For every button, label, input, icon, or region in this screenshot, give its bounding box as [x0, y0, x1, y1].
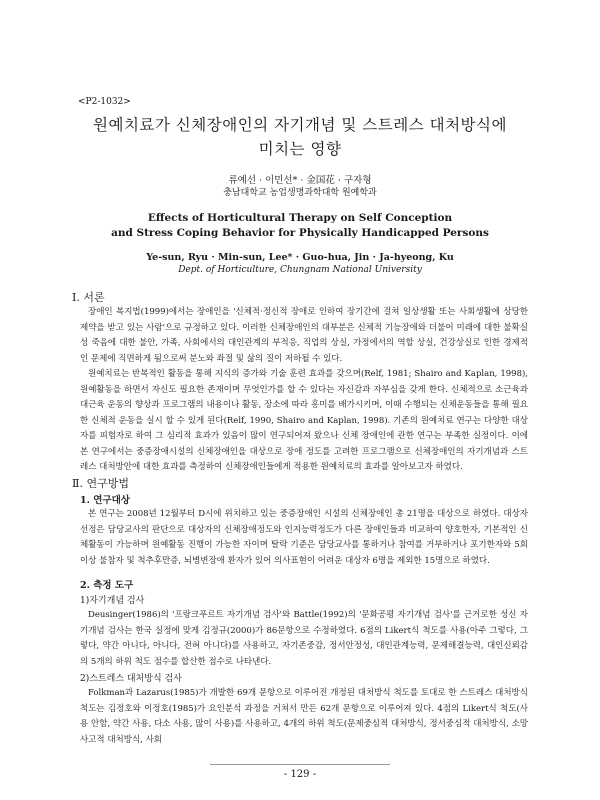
self-concept-paragraph: Deusinger(1986)의 '프랑크푸르트 자기개념 검사'와 Battle(1992)의 '문화공평 자기개념 검사'를 근거로한 성신 자기개념 검사는 한국 실정에 맞게 김정규(2000)가 86문항으로 수정하였다. 6점의 Likert식 척도를 사용(아주 그렇다, 그렇다, 약간 아니다, 아니다, 전혀 아니다)를 사용하고, 자기존중감, 정서안정성, 대인관계능력, 문제해결능력, 대인신뢰감의 5개의 하위 척도 점수를 합산한 점수로 나타낸다.: [80, 610, 528, 667]
english-authors: Ye-sun, Ryu · Min-sun, Lee* · Guo-hua, Jin · Ja-hyeong, Ku: [146, 252, 454, 263]
item-label-stress-coping: 2)스트레스 대처방식 검사: [80, 674, 182, 684]
intro-paragraph-2: 원예치료는 반복적인 활동을 통해 지식의 증가와 기술 훈련 효과를 갖으며(Relf, 1981; Shairo and Kaplan, 1998), 원예활동을 하면서 자신도 필요한 존재이며 무엇인가를 할 수 있다는 자신감과 자부심을 갖게 한다. 신체적으로 소근육과 대근육 운동의 향상과 프로그램의 내용이나 활동, 장소에 따라 흥미를 배가시키며, 이때 수행되는 신체운동들을 통해 필요한 신체적 운동을 실시 할 수 있게 된다(Relf, 1990, Shairo and Kaplan, 1998). 기존의 원예치료 연구는 다양한 대상자를 피험자로 하여 그 심리적 효과가 있음이 많이 연구되어져 왔으나 신체 장애인에 관한 연구는 부족한 실정이다. 이에 본 연구에서는 중증장애시설의 신체장애인을 대상으로 장애 정도를 고려한 프로그램으로 신체장애인의 자기개념과 스트레스 대처방안에 대한 효과를 측정하여 신체장애인들에게 적용한 원예치료의 효과를 알아보고자 하였다.: [80, 369, 528, 472]
korean-affiliation: 충남대학교 농업생명과학대학 원예학과: [223, 188, 377, 198]
item-label-self-concept: 1)자기개념 검사: [80, 596, 145, 606]
english-title-line2: and Stress Coping Behavior for Physically Handicapped Persons: [111, 227, 489, 239]
subjects-paragraph: 본 연구는 2008년 12월부터 D시에 위치하고 있는 중증장애인 시설의 신체장애인 총 21명을 대상으로 하였다. 대상자 선정은 담당교사의 판단으로 대상자의 신체장애정도와 인지능력정도가 다른 장애인들과 비교하여 양호한자, 기본적인 신체활동이 가능하며 원예활동 진행이 가능한 자이며 탈락 기준은 담당교사를 통하거나 참여를 거부하거나 포기한자와 5회 이상 불참자 및 척추후만증, 뇌병변장애 환자가 있어 의사표현이 어려운 대상자 6명을 제외한 15명으로 하였다.: [80, 509, 528, 566]
page-number: - 129 -: [283, 769, 317, 780]
english-title-line1: Effects of Horticultural Therapy on Self Conception: [147, 212, 453, 224]
korean-authors: 류예선 · 이민선* · 金国花 · 구자형: [228, 175, 372, 186]
english-affiliation: Dept. of Horticulture, Chungnam National University: [178, 265, 422, 275]
stress-coping-paragraph: Folkman과 Lazarus(1985)가 개발한 69개 문항으로 이루어진 개정된 대처방식 척도를 토대로 한 스트레스 대처방식 척도는 김정호와 이정호(1985)가 요인분석 과정을 거쳐서 만든 62개 문항으로 이루어져 있다. 4점의 Likert식 척도(사용 안함, 약간 사용, 다소 사용, 많이 사용)를 사용하고, 4개의 하위 척도(문제중심적 대처방식, 정서중심적 대처방식, 소망사고적 대처방식, 사회: [80, 688, 528, 745]
intro-paragraph-1: 장애인 복지법(1999)에서는 장애인을 '신체적·정신적 장애로 인하여 장기간에 걸쳐 일상생활 또는 사회생활에 상당한 제약을 받고 있는 사람'으로 규정하고 있다. 이러한 신체장애인의 대부분은 신체적 기능장애와 더불어 미래에 대한 불확실성 죽음에 대한 불안, 가족, 사회에서의 대인관계의 부적응, 직업의 상실, 가정에서의 역할 상실, 건강상실로 인한 경제적인 문제에 직면하게 됨으로써 분노와 좌절 및 삶의 질이 저하될 수 있다.: [80, 307, 528, 364]
section-heading-introduction: Ⅰ. 서론: [72, 291, 105, 304]
footer-divider: [210, 764, 390, 765]
korean-title-line2: 미치는 영향: [258, 140, 342, 158]
subsection-heading-instruments: 2. 측정 도구: [80, 580, 134, 591]
korean-title-line1: 원예치료가 신체장애인의 자기개념 및 스트레스 대처방식에: [93, 116, 507, 134]
section-heading-methods: Ⅱ. 연구방법: [72, 477, 129, 490]
paper-code: <P2-1032>: [78, 97, 131, 107]
subsection-heading-subjects: 1. 연구대상: [80, 495, 130, 506]
